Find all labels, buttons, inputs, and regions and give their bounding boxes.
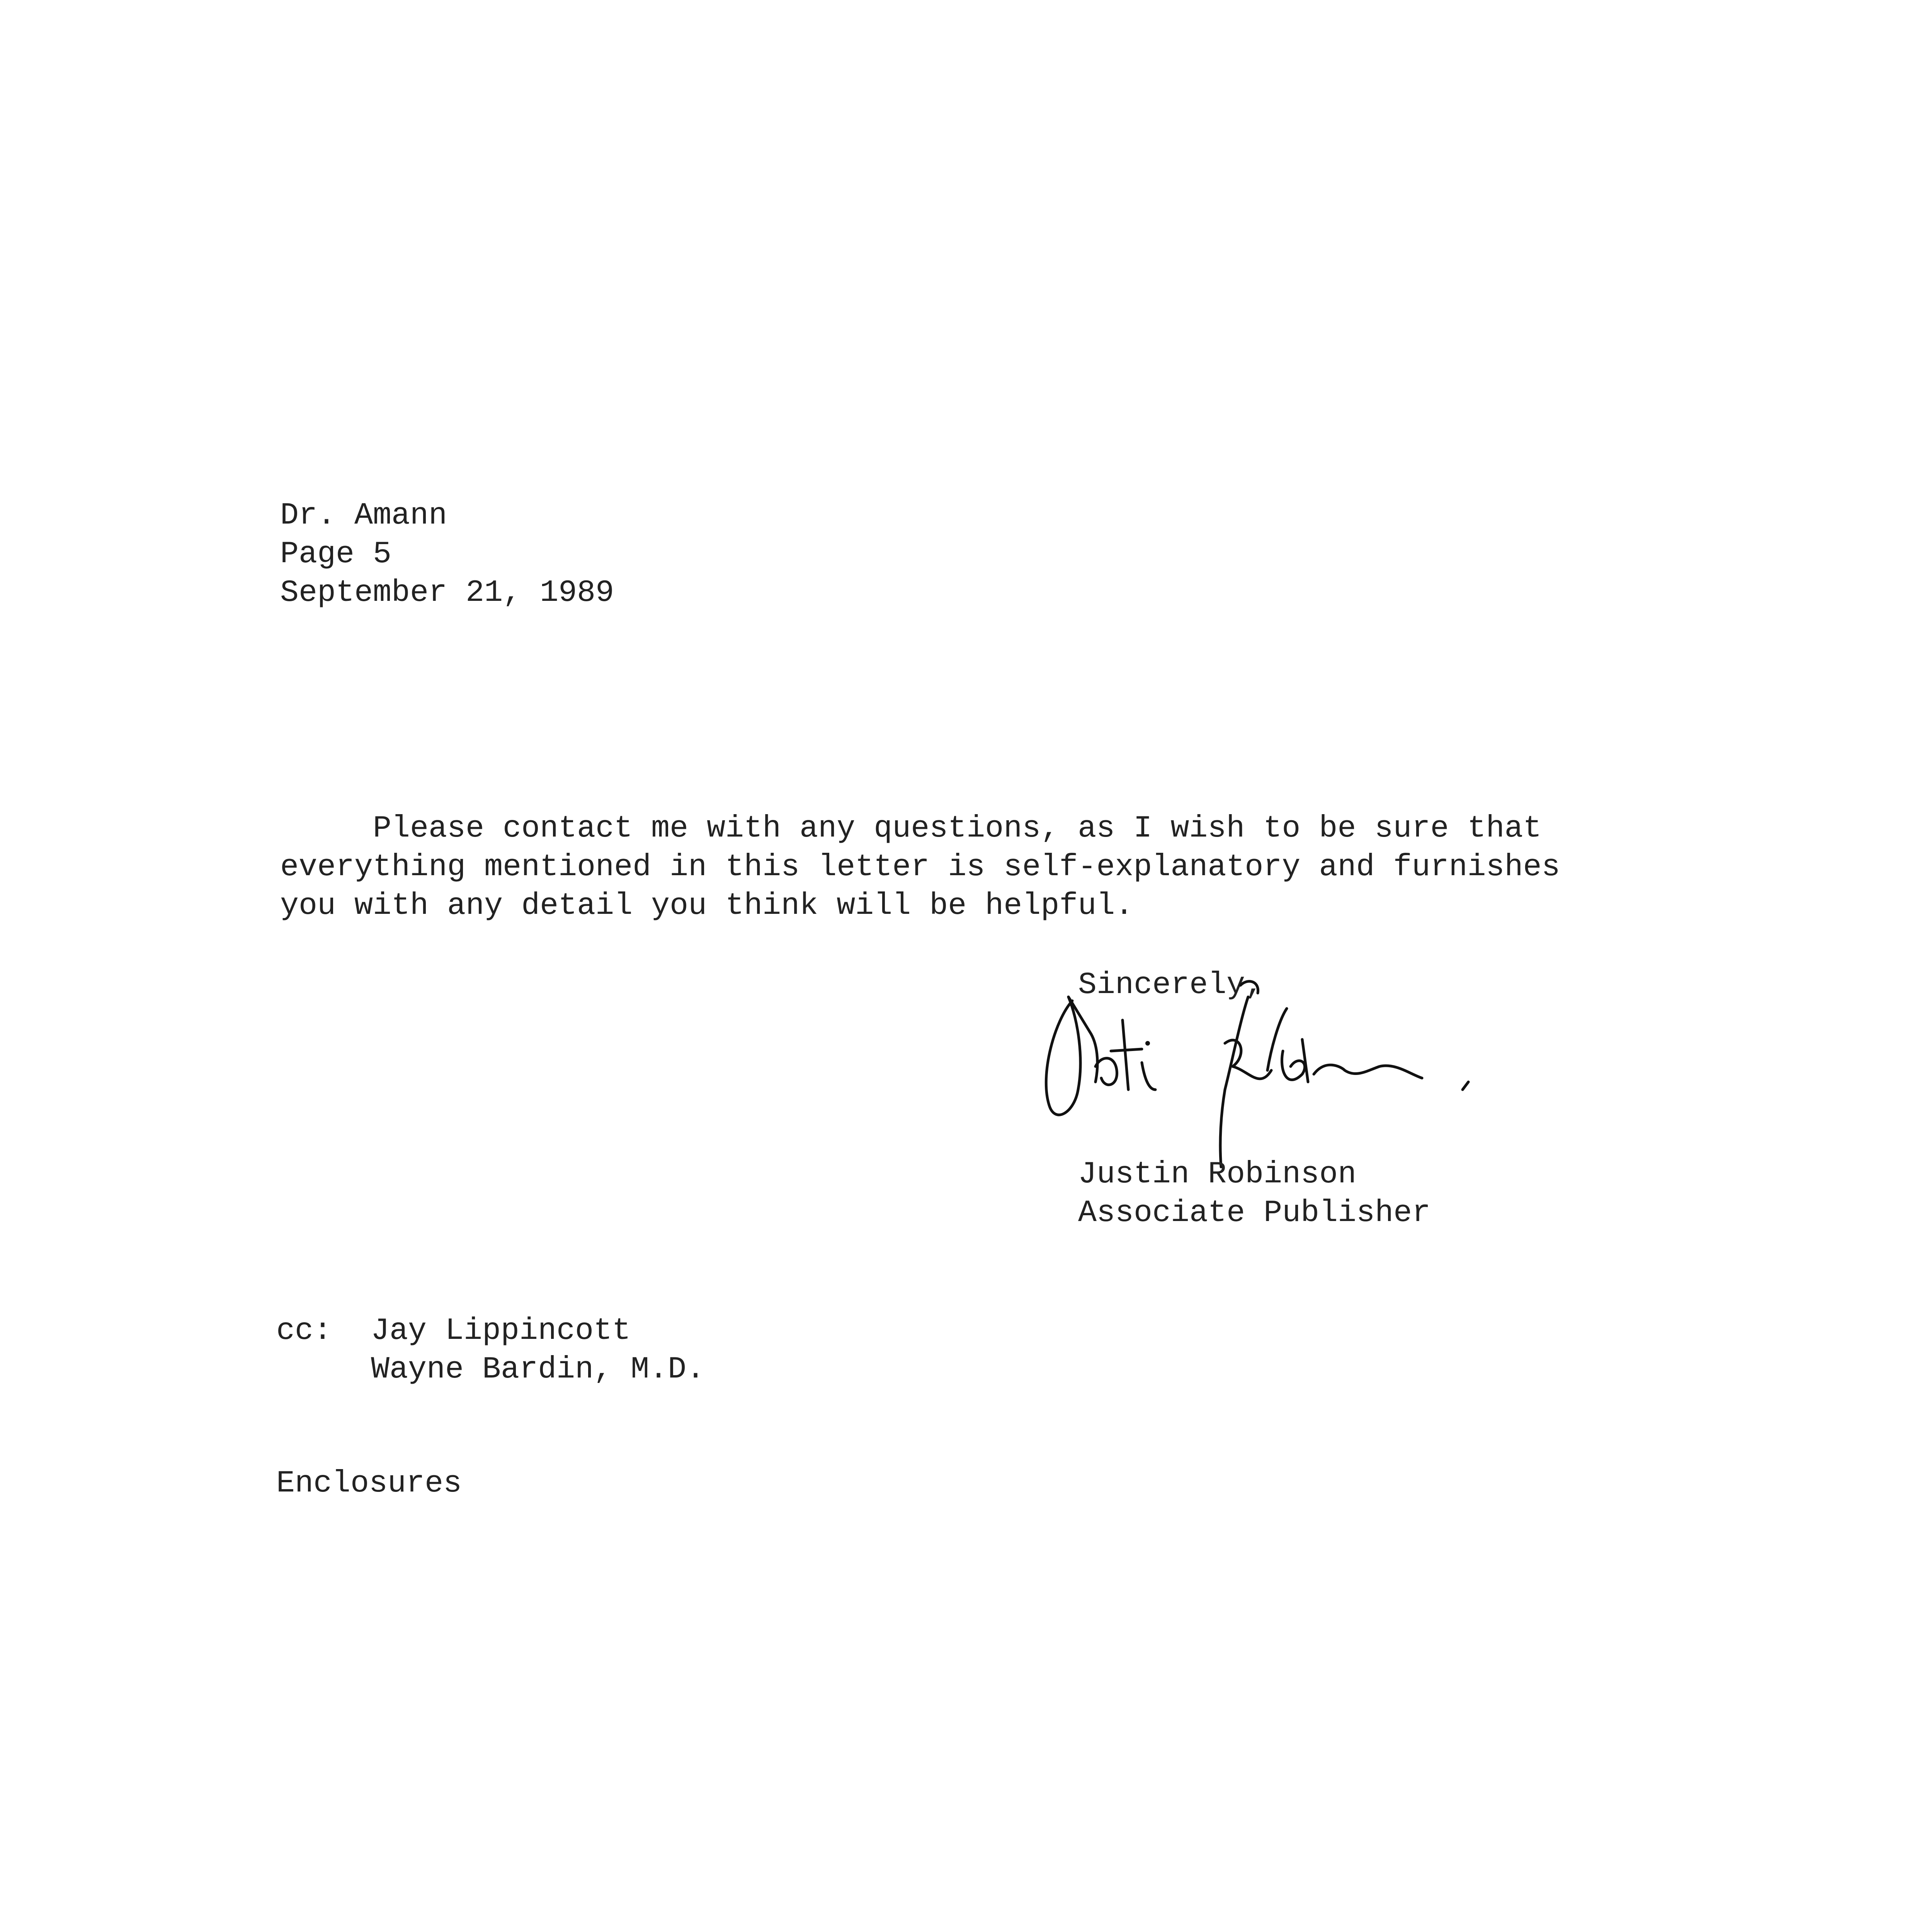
body-line: everything mentioned in this letter is self-explanatory and furnishes [280,850,1560,885]
handwritten-signature [1032,974,1495,1175]
page-number: Page 5 [280,537,392,572]
cc-recipient: Wayne Bardin, M.D. [371,1352,705,1387]
signer-title: Associate Publisher [1078,1196,1431,1231]
letter-date: September 21, 1989 [280,575,614,611]
signer-name: Justin Robinson [1078,1157,1357,1192]
enclosures-notation: Enclosures [276,1466,462,1501]
body-line: Please contact me with any questions, as I wish to be sure that [373,811,1542,846]
recipient-name: Dr. Amann [280,498,447,533]
body-line: you with any detail you think will be helpful. [280,888,1134,923]
closing-salutation: Sincerely, [1078,968,1264,1003]
cc-label: cc: [276,1313,332,1349]
cc-recipient: Jay Lippincott [371,1313,631,1349]
